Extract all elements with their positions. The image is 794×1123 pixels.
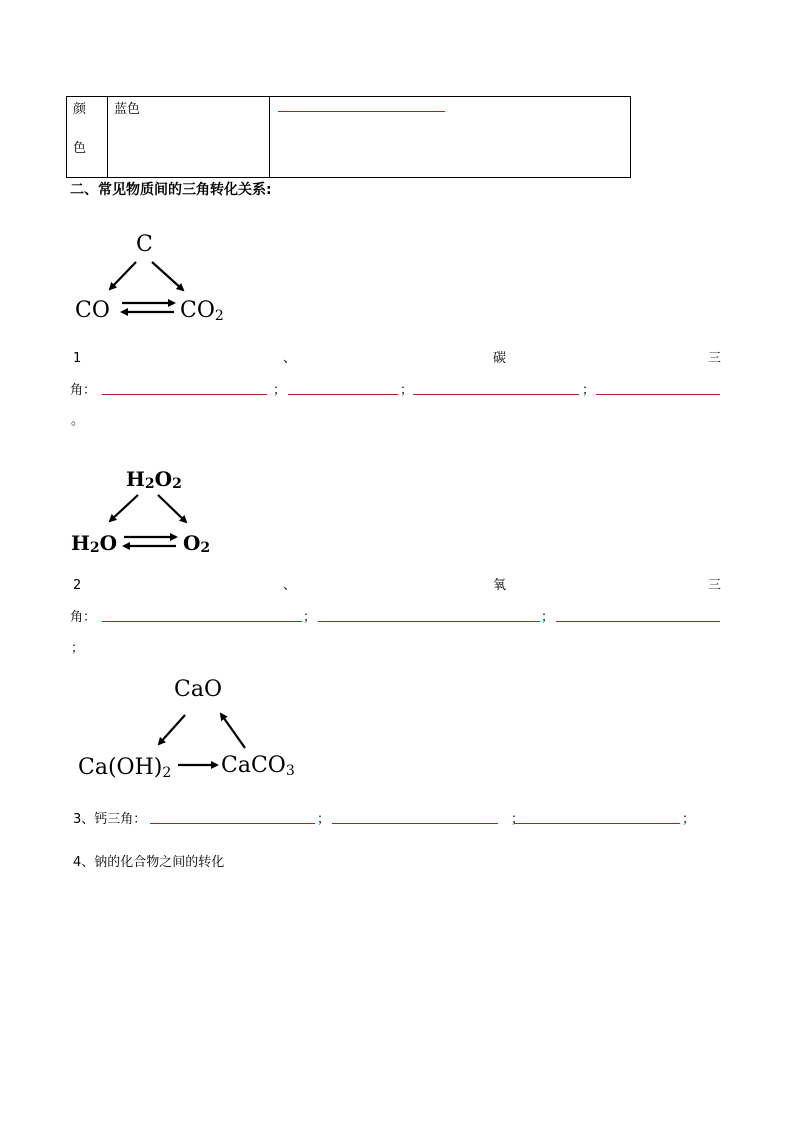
row-label-char-2: 色	[73, 141, 87, 156]
q1-blank-1[interactable]	[102, 394, 267, 395]
q3-semicolon-3: ；	[682, 812, 696, 827]
q2-blank-3[interactable]	[556, 621, 720, 622]
carbon-triangle-diagram	[66, 225, 236, 325]
q1-blank-3[interactable]	[413, 394, 579, 395]
q2-semicolon-2: ；	[541, 610, 555, 625]
q2-label: 角：	[70, 610, 97, 625]
oxygen-top-label: H2O2	[126, 467, 182, 492]
q1-number: 1	[73, 351, 82, 366]
arrow-c-to-co	[110, 262, 136, 289]
oxygen-left-label: H2O	[71, 531, 118, 556]
table-value-cell	[108, 97, 270, 177]
q1-label: 角：	[70, 383, 97, 398]
q3-blank-2[interactable]	[332, 823, 498, 824]
q3-blank-1[interactable]	[150, 823, 315, 824]
arrow-cao-to-caoh2	[159, 715, 185, 744]
q2-word-three: 三	[708, 578, 722, 593]
calcium-right-label: CaCO3	[221, 753, 295, 779]
table-value: 蓝色	[114, 102, 141, 117]
q1-word-carbon: 碳	[493, 351, 507, 366]
color-table	[66, 96, 631, 178]
arrow-caco3-to-cao	[221, 714, 245, 748]
q4-label: 4、钠的化合物之间的转化	[73, 855, 225, 870]
q2-blank-1[interactable]	[102, 621, 302, 622]
oxygen-right-label: O2	[183, 531, 211, 556]
carbon-left-label: CO	[75, 298, 110, 323]
q1-word-three: 三	[708, 351, 722, 366]
q1-end-mark: 。	[71, 413, 85, 428]
q2-word-oxygen: 氧	[493, 578, 507, 593]
q2-end-mark: ；	[71, 641, 85, 656]
q3-semicolon-1: ；	[317, 812, 331, 827]
carbon-top-label: C	[136, 232, 153, 257]
row-label-char-1: 颜	[73, 102, 87, 117]
table-row-label-cell	[67, 97, 108, 177]
q2-semicolon-1: ；	[303, 610, 317, 625]
q1-semicolon-3: ；	[582, 383, 596, 398]
q3-blank-3[interactable]	[514, 823, 680, 824]
q3-semicolon-2: ；	[511, 812, 525, 827]
calcium-left-label: Ca(OH)2	[78, 755, 172, 781]
answer-blank[interactable]	[278, 111, 445, 112]
calcium-triangle-diagram	[75, 672, 300, 782]
q1-blank-2[interactable]	[288, 394, 398, 395]
q2-separator: 、	[283, 578, 297, 593]
q2-blank-2[interactable]	[318, 621, 540, 622]
q1-semicolon-2: ；	[400, 383, 414, 398]
table-answer-cell	[270, 97, 630, 177]
q1-semicolon-1: ；	[273, 383, 287, 398]
q3-label: 3、钙三角：	[73, 812, 147, 827]
section-heading: 二、常见物质间的三角转化关系:	[70, 182, 272, 198]
carbon-right-label: CO2	[180, 298, 224, 324]
q1-separator: 、	[283, 351, 297, 366]
oxygen-triangle-diagram	[66, 460, 226, 560]
arrow-c-to-co2	[152, 262, 183, 290]
arrow-h2o2-to-h2o	[110, 495, 138, 521]
q1-blank-4[interactable]	[596, 394, 720, 395]
calcium-top-label: CaO	[174, 677, 222, 702]
q2-number: 2	[73, 578, 82, 593]
arrow-h2o2-to-o2	[158, 495, 186, 522]
